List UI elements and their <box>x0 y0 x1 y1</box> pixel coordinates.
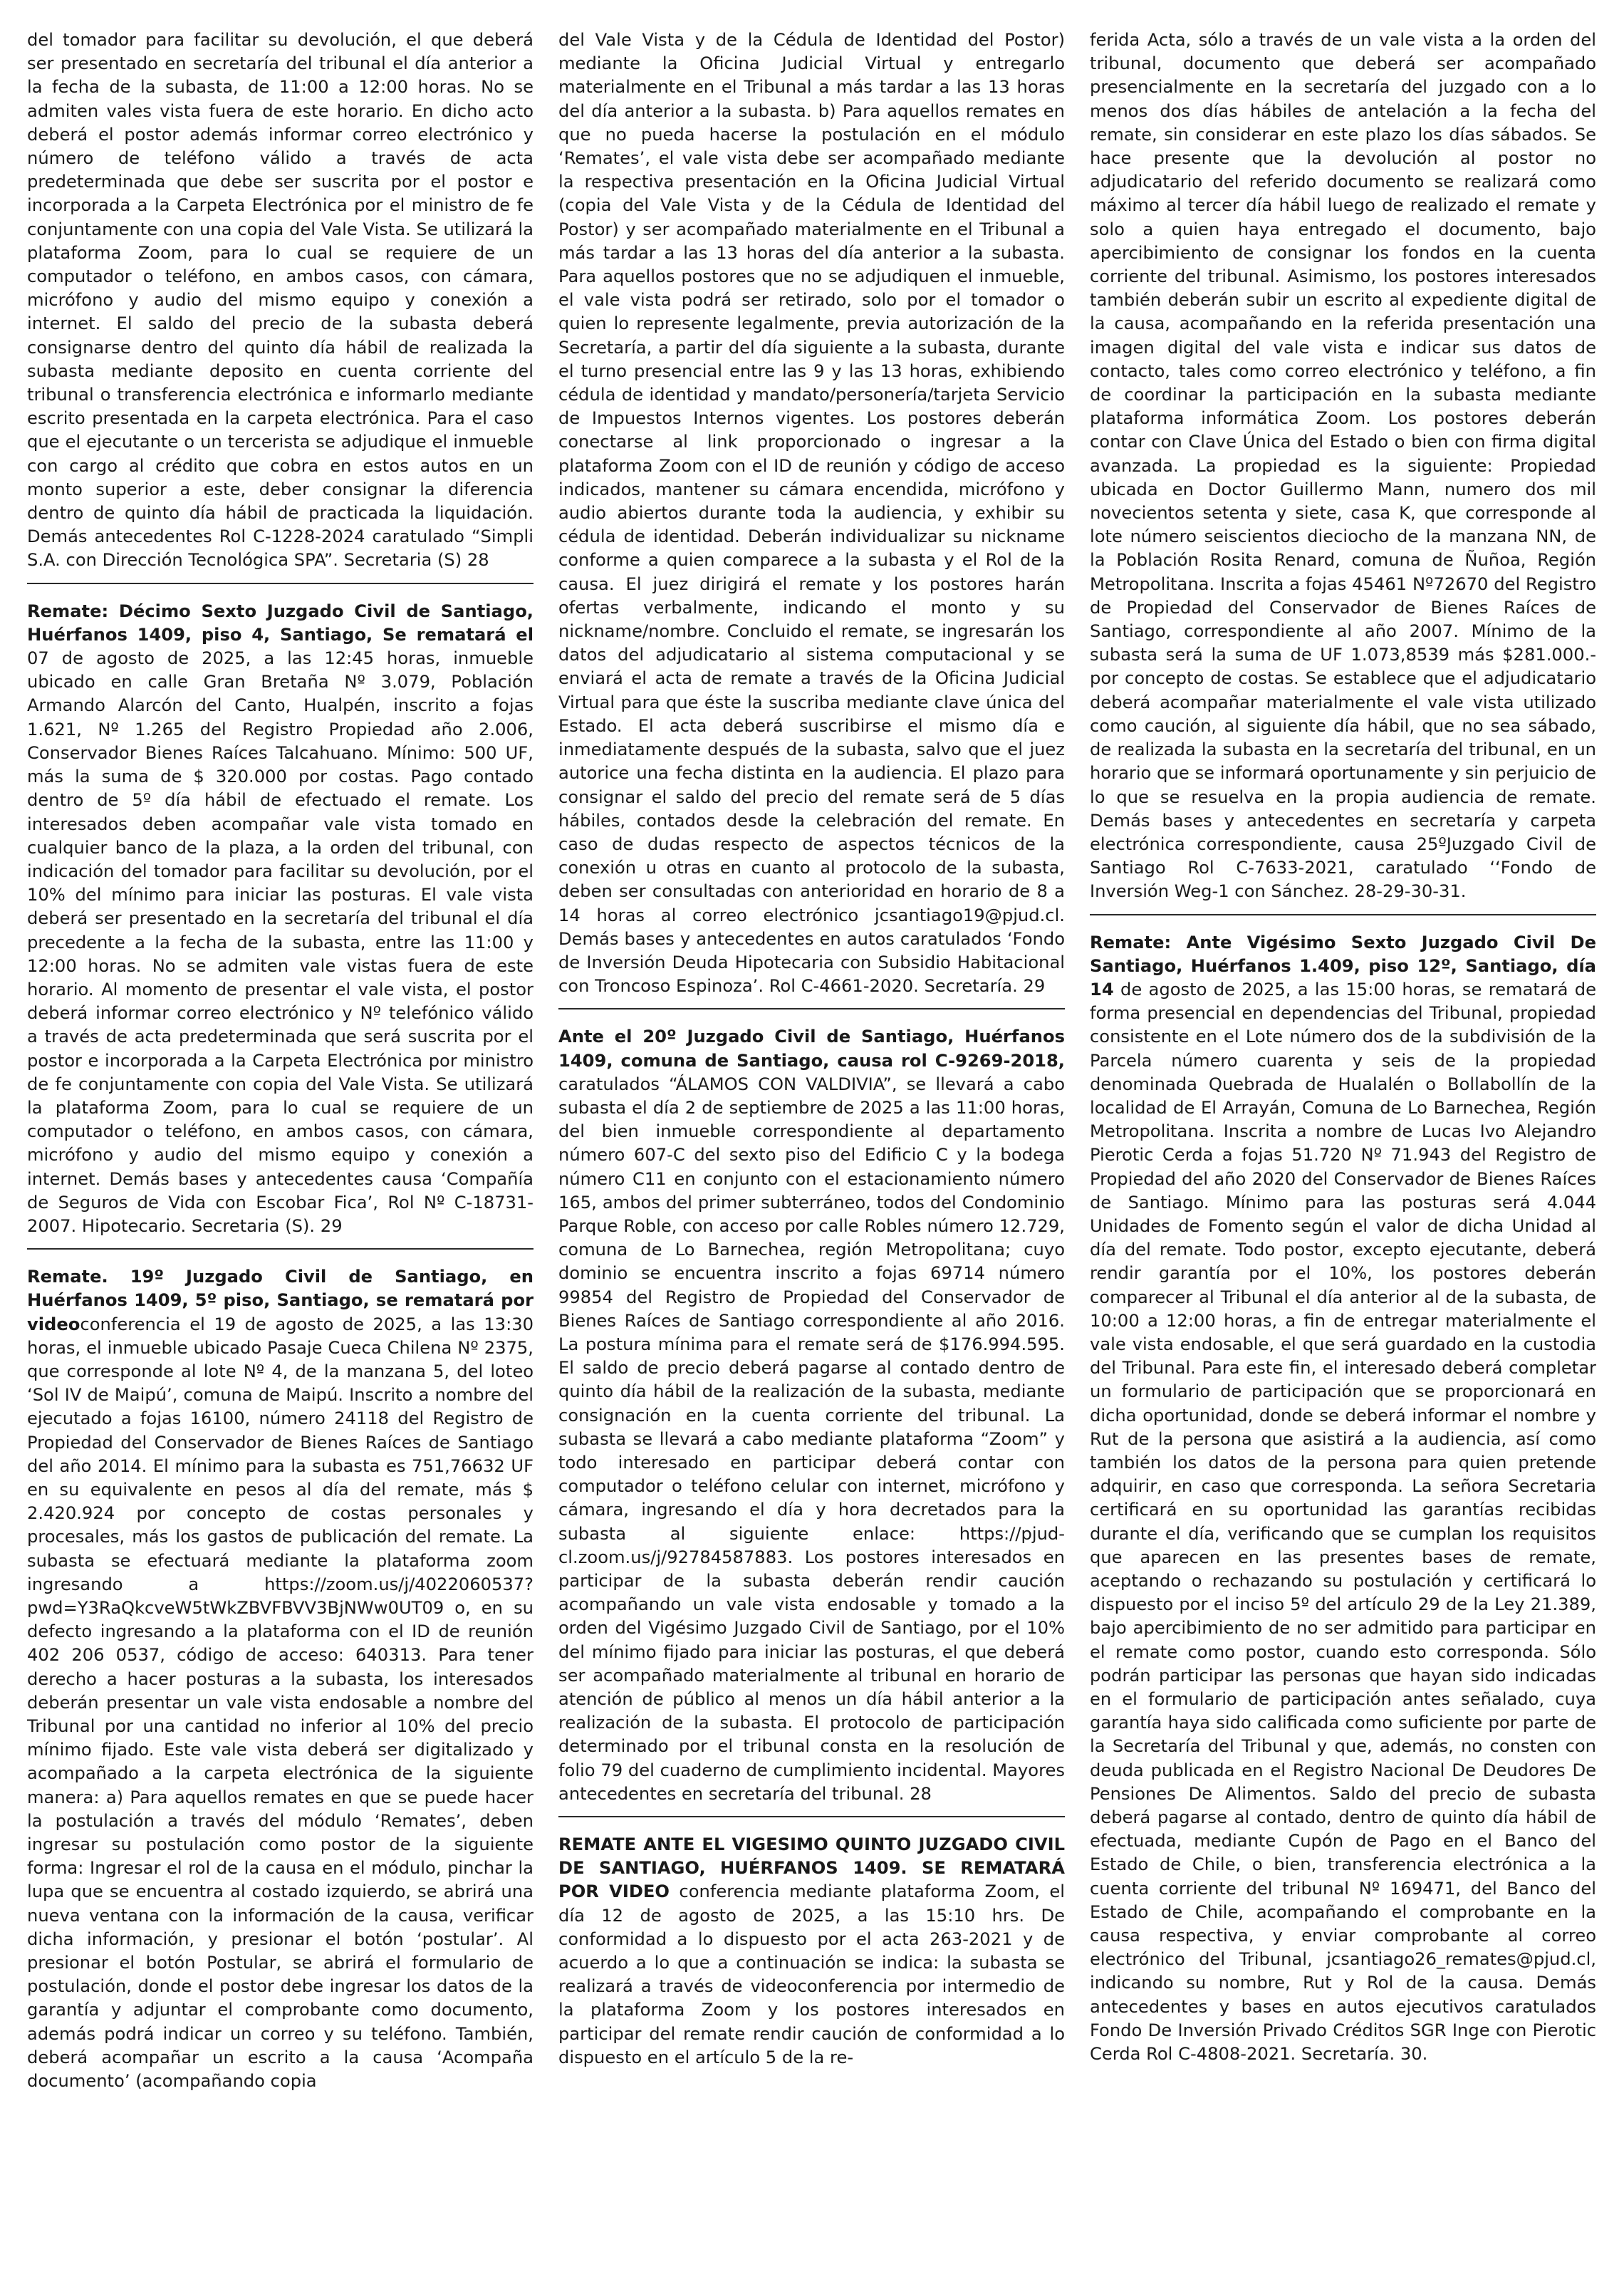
divider <box>558 1816 1065 1817</box>
notice-entry <box>27 28 533 573</box>
notice-entry <box>1090 931 1596 2067</box>
notice-text: caratulados “ÁLAMOS CON VALDIVIA”, se llevará a cabo subasta el día 2 de septiembre de 2025 a las 11:00 horas, del bien inmueble correspondiente al departamento número 607-C del sexto piso del Edificio C y la bodega número C11 en conjunto con el estacionamiento número 165, ambos del primer subterráneo, todos del Condominio Parque Roble, con acceso por calle Robles número 12.729, comuna de Lo Barnechea, región Metropolitana; cuyo dominio se encuentra inscrito a fojas 69714 número 99854 del Registro de Propiedad del Conservador de Bienes Raíces de Santiago correspondiente al año 2016. La postura mínima para el remate será de $176.994.595. El saldo de precio deberá pagarse al contado dentro de quinto día hábil de la realización de la subasta, mediante consignación en la cuenta corriente del tribunal. La subasta se llevará a cabo mediante plataforma “Zoom” y todo interesado en participar deberá contar con computador o teléfono celular con internet, micrófono y cámara, ingresando el día y hora decretados para la subasta al siguiente enlace: https://pjud-cl.zoom.us/j/92784587883. Los postores interesados en participar de la subasta deberán rendir caución acompañando un vale vista endosable y tomado a la orden del Vigésimo Juzgado Civil de Santiago, por el 10% del mínimo fijado para iniciar las posturas, el que deberá ser acompañado materialmente al tribunal en horario de atención de público al menos un día hábil anterior a la realización de la subasta. El protocolo de participación determinado por el tribunal consta en la resolución de folio 79 del cuaderno de cumplimiento incidental. Mayores antecedentes en secretaría del tribunal. 28 <box>558 1074 1065 1804</box>
notice-text: del tomador para facilitar su devolución, el que deberá ser presentado en secretaría del tribunal el día anterior a la fecha de la subasta, de 11:00 a 12:00 horas. No se admiten vales vista fuera de este horario. En dicho acto deberá el postor además informar correo electrónico y número de teléfono válido a través de acta predeterminada que debe ser suscrita por el postor e incorporada a la Carpeta Electrónica por el ministro de fe conjuntamente con una copia del Vale Vista. Se utilizará la plataforma Zoom, para lo cual se requiere de un computador o teléfono, en ambos casos, con cámara, micrófono y audio del mismo equipo y conexión a internet. El saldo del precio de la subasta deberá consignarse dentro del quinto día hábil de realizada la subasta mediante deposito en cuenta corriente del tribunal o transferencia electrónica e informarlo mediante escrito presentada en la carpeta electrónica. Para el caso que el ejecutante o un tercerista se adjudique el inmueble con cargo al crédito que cobra en estos autos en un monto superior a este, deber consignar la diferencia dentro de quinto día hábil de practicada la liquidación. Demás antecedentes Rol C-1228-2024 caratulado “Simpli S.A. con Dirección Tecnológica SPA”. Secretaria (S) 28 <box>27 30 533 571</box>
notice-entry <box>1090 28 1596 904</box>
notice-text: 07 de agosto de 2025, a las 12:45 horas, inmueble ubicado en calle Gran Bretaña Nº 3.079, Población Armando Alarcón del Canto, Hualpén, inscrito a fojas 1.621, Nº 1.265 del Registro Propiedad año 2.006, Conservador Bienes Raíces Talcahuano. Mínimo: 500 UF, más la suma de $ 320.000 por costas. Pago contado dentro de 5º día hábil de efectuado el remate. Los interesados deben acompañar vale vista tomado en cualquier banco de la plaza, a la orden del tribunal, con indicación del tomador para facilitar su devolución, por el 10% del mínimo para iniciar las posturas. El vale vista deberá ser presentado en la secretaría del tribunal el día precedente a la fecha de la subasta, entre las 11:00 y 12:00 horas. No se admiten vale vistas fuera de este horario. Al momento de presentar el vale vista, el postor deberá informar correo electrónico y Nº telefónico válido a través de acta predeterminada que será suscrita por el postor e incorporada a la Carpeta Electrónica por ministro de fe conjuntamente con copia del Vale Vista. Se utilizará la plataforma Zoom, para lo cual se requiere de un computador o teléfono, en ambos casos, con cámara, micrófono y audio del mismo equipo y conexión a internet. Demás bases y antecedentes causa ‘Compañía de Seguros de Vida con Escobar Fica’, Rol Nº C-18731-2007. Hipotecario. Secretaria (S). 29 <box>27 648 533 1236</box>
column-3 <box>1090 28 1596 2258</box>
column-1 <box>27 28 533 2258</box>
notice-entry <box>558 28 1065 998</box>
notice-entry <box>27 1265 533 2093</box>
notice-text: de agosto de 2025, a las 15:00 horas, se rematará de forma presencial en dependencias del Tribunal, propiedad consistente en el Lote número dos de la subdivisión de la Parcela número cuarenta y seis de la propiedad denominada Quebrada de Hualalén o Bollabollín de la localidad de El Arrayán, Comuna de Lo Barnechea, Región Metropolitana. Inscrita a nombre de Lucas Ivo Alejandro Pierotic Cerda a fojas 51.720 Nº 71.943 del Registro de Propiedad del año 2020 del Conservador de Bienes Raíces de Santiago. Mínimo para las posturas será 4.044 Unidades de Fomento según el valor de dicha Unidad al día del remate. Todo postor, excepto ejecutante, deberá rendir garantía por el 10%, los postores deberán comparecer al Tribunal el día anterior al de la subasta, de 10:00 a 12:00 horas, a fin de entregar materialmente el vale vista endosable, el que será guardado en la custodia del Tribunal. Para este fin, el interesado deberá completar un formulario de participación que se proporcionará en dicha oportunidad, donde se deberá informar el nombre y Rut de la persona que asistirá a la audiencia, así como también los datos de la persona para quien pretende adquirir, en caso que corresponda. La señora Secretaria certificará en su oportunidad las garantías recibidas durante el día, verificando que se cumplan los requisitos que aparecen en las presentes bases de remate, aceptando o rechazando su postulación y certificará lo dispuesto por el inciso 5º del artículo 29 de la Ley 21.389, bajo apercibimiento de no ser admitido para participar en el remate como postor, cuando esto corresponda. Sólo podrán participar las personas que hayan sido indicadas en el formulario de participación antes señalado, cuya garantía haya sido calificada como suficiente por parte de la Secretaría del Tribunal y que, además, no consten con deuda publicada en el Registro Nacional De Deudores De Pensiones De Alimentos. Saldo del precio de subasta deberá pagarse al contado, dentro de quinto día hábil de efectuada, mediante Cupón de Pago en el Banco del Estado de Chile, o bien, transferencia electrónica a la cuenta corriente del tribunal Nº 169471, del Banco del Estado de Chile, acompañando el comprobante en la causa respectiva, y enviar comprobante al correo electrónico del Tribunal, jcsantiago26_remates@pjud.cl, indicando su nombre, Rut y Rol de la causa. Demás antecedentes y bases en autos ejecutivos caratulados Fondo De Inversión Privado Créditos SGR Inge con Pierotic Cerda Rol C-4808-2021. Secretaría. 30. <box>1090 979 1596 2065</box>
notice-text: conferencia el 19 de agosto de 2025, a las 13:30 horas, el inmueble ubicado Pasaje Cueca Chilena Nº 2375, que corresponde al lote Nº 4, de la manzana 5, del loteo ‘Sol IV de Maipú’, comuna de Maipú. Inscrito a nombre del ejecutado a fojas 16100, número 24118 del Registro de Propiedad del Conservador de Bienes Raíces de Santiago del año 2014. El mínimo para la subasta es 751,76632 UF en su equivalente en pesos al día del remate, más $ 2.420.924 por concepto de costas personales y procesales, más los gastos de publicación del remate. La subasta se efectuará mediante la plataforma zoom ingresando a https://zoom.us/j/4022060537?pwd=Y3RaQkcveW5tWkZBVFBVV3BjNWw0UT09 o, en su defecto ingresando a la plataforma con el ID de reunión 402 206 0537, código de acceso: 640313. Para tener derecho a hacer posturas a la subasta, los interesados deberán presentar un vale vista endosable a nombre del Tribunal por una cantidad no inferior al 10% del precio mínimo fijado. Este vale vista deberá ser digitalizado y acompañado a la carpeta electrónica de la siguiente manera: a) Para aquellos remates en que se puede hacer la postulación a través del módulo ‘Remates’, deben ingresar su postulación como postor de la siguiente forma: Ingresar el rol de la causa en el módulo, pinchar la lupa que se encuentra al costado izquierdo, se abrirá una nueva ventana con la información de la causa, verificar dicha información, y presionar el botón ‘postular’. Al presionar el botón Postular, se abrirá el formulario de postulación, donde el postor debe ingresar los datos de la garantía y adjuntar el comprobante como documento, además podrá indicar un correo y su teléfono. También, deberá acompañar un escrito a la causa ‘Acompaña documento’ (acompañando copia <box>27 1314 533 2092</box>
notice-heading: REMATE ANTE EL VIGESIMO QUINTO JUZGADO CIVIL DE SANTIAGO, HUÉRFANOS 1409. SE REMATARÁ POR VIDEO <box>558 1834 1065 1902</box>
divider <box>27 1248 533 1250</box>
notice-entry <box>27 600 533 1238</box>
notice-heading: Remate. 19º Juzgado Civil de Santiago, en Huérfanos 1409, 5º piso, Santiago, se rematará por video <box>27 1267 533 1334</box>
notice-heading: Ante el 20º Juzgado Civil de Santiago, Huérfanos 1409, comuna de Santiago, causa rol C-9269-2018, <box>558 1027 1065 1071</box>
notice-entry <box>558 1833 1065 2070</box>
classified-page <box>27 28 1597 2258</box>
column-2 <box>558 28 1065 2258</box>
notice-text: ferida Acta, sólo a través de un vale vista a la orden del tribunal, documento que deberá ser acompañado presencialmente en la secretaría del juzgado con a lo menos dos días hábiles de antelación a la fecha del remate, sin considerar en este plazo los días sábados. Se hace presente que la devolución al postor no adjudicatario del referido documento se realizará como máximo al tercer día hábil luego de realizado el remate y solo a quien haya entregado el documento, bajo apercibimiento de consignar los fondos en la cuenta corriente del tribunal. Asimismo, los postores interesados también deberán subir un escrito al expediente digital de la causa, acompañando en la referida presentación una imagen digital del vale vista e indicar sus datos de contacto, tales como correo electrónico y teléfono, a fin de coordinar la participación en la subasta mediante plataforma informática Zoom. Los postores deberán contar con Clave Única del Estado o bien con firma digital avanzada. La propiedad es la siguiente: Propiedad ubicada en Doctor Guillermo Mann, numero dos mil novecientos setenta y siete, casa K, que corresponde al lote número seiscientos dieciocho de la manzana NN, de la Población Rosita Renard, comuna de Ñuñoa, Región Metropolitana. Inscrita a fojas 45461 Nº72670 del Registro de Propiedad del Conservador de Bienes Raíces de Santiago, correspondiente al año 2007. Mínimo de la subasta será la suma de UF 1.073,8539 más $281.000.- por concepto de costas. Se establece que el adjudicatario deberá acompañar materialmente el vale vista utilizado como caución, al siguiente día hábil, que no sea sábado, de realizada la subasta en la secretaría del tribunal, en un horario que se informará oportunamente y sin perjuicio de lo que se resuelva en la propia audiencia de remate. Demás bases y antecedentes en secretaría y carpeta electrónica correspondiente, causa 25ºJuzgado Civil de Santiago Rol C-7633-2021, caratulado ‘‘Fondo de Inversión Weg-1 con Sánchez. 28-29-30-31. <box>1090 30 1596 902</box>
notice-heading: Remate: Décimo Sexto Juzgado Civil de Santiago, Huérfanos 1409, piso 4, Santiago, Se rematará el <box>27 601 533 645</box>
notice-text: conferencia mediante plataforma Zoom, el día 12 de agosto de 2025, a las 15:10 hrs. De conformidad a lo dispuesto por el acta 263-2021 y de acuerdo a lo que a continuación se indica: la subasta se realizará a través de videoconferencia por intermedio de la plataforma Zoom y los postores interesados en participar del remate rendir caución de conformidad a lo dispuesto en el artículo 5 de la re- <box>558 1881 1065 2067</box>
notice-text: del Vale Vista y de la Cédula de Identidad del Postor) mediante la Oficina Judicial Virtual y entregarlo materialmente en el Tribunal a más tardar a las 13 horas del día anterior a la subasta. b) Para aquellos remates en que no pueda hacerse la postulación en el módulo ‘Remates’, el vale vista debe ser acompañado mediante la respectiva presentación en la Oficina Judicial Virtual (copia del Vale Vista y de la Cédula de Identidad del Postor) y ser acompañado materialmente en el Tribunal a más tardar a las 13 horas del día anterior a la subasta. Para aquellos postores que no se adjudiquen el inmueble, el vale vista podrá ser retirado, solo por el tomador o quien lo represente legalmente, previa autorización de la Secretaría, a partir del día siguiente a la subasta, durante el turno presencial entre las 9 y las 13 horas, exhibiendo cédula de identidad y mandato/personería/tarjeta Servicio de Impuestos Internos vigentes. Los postores deberán conectarse al link proporcionado o ingresar a la plataforma Zoom con el ID de reunión y código de acceso indicados, mantener su cámara encendida, micrófono y audio abiertos durante toda la audiencia, y exhibir su cédula de identidad. Deberán individualizar su nickname conforme a quien comparece a la subasta y el Rol de la causa. El juez dirigirá el remate y los postores harán ofertas verbalmente, indicando el monto y su nickname/nombre. Concluido el remate, se ingresarán los datos del adjudicatario al sistema computacional y se enviará el acta de remate a través de la Oficina Judicial Virtual para que éste la suscriba mediante clave única del Estado. El acta deberá suscribirse el mismo día e inmediatamente después de la subasta, salvo que el juez autorice una fecha distinta en la audiencia. El plazo para consignar el saldo del precio del remate será de 5 días hábiles, contados desde la celebración del remate. En caso de dudas respecto de aspectos técnicos de la conexión u otras en cuanto al protocolo de la subasta, deben ser consultadas con anterioridad en horario de 8 a 14 horas al correo electrónico jcsantiago19@pjud.cl. Demás bases y antecedentes en autos caratulados ‘Fondo de Inversión Deuda Hipotecaria con Subsidio Habitacional con Troncoso Espinoza’. Rol C-4661-2020. Secretaría. 29 <box>558 30 1065 997</box>
divider <box>1090 914 1596 915</box>
divider <box>27 583 533 584</box>
notice-heading: Remate: Ante Vigésimo Sexto Juzgado Civil De Santiago, Huérfanos 1.409, piso 12º, Santiago, día 14 <box>1090 932 1596 1000</box>
notice-entry <box>558 1025 1065 1806</box>
divider <box>558 1008 1065 1009</box>
